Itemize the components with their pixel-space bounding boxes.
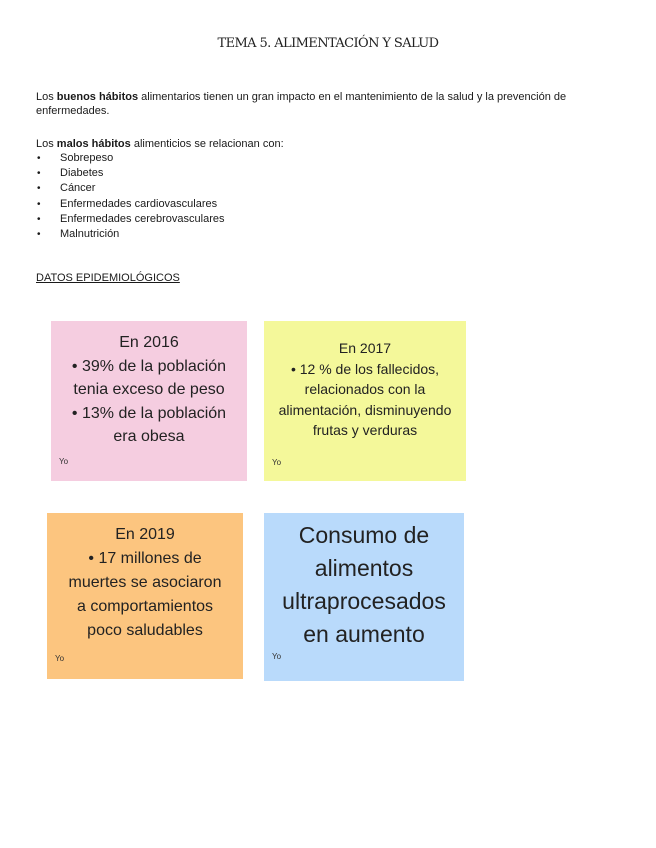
note-line: relacionados con la (304, 381, 426, 397)
note-line: era obesa (113, 428, 185, 445)
note-bullet-line: • 12 % de los fallecidos, (264, 359, 466, 380)
note-heading: En 2017 (338, 340, 392, 356)
bad-habits-bold: malos hábitos (56, 138, 131, 150)
note-line: poco saludables (87, 622, 203, 639)
note-author: Yo (272, 457, 282, 467)
intro-post: alimentarios tienen un gran impacto en el mantenimiento de la salud y la prevención de enfermedades. (36, 91, 567, 117)
note-line: alimentación, disminuyendo (278, 401, 452, 418)
note-line: frutas y verduras (312, 422, 418, 438)
page-title: TEMA 5. ALIMENTACIÓN Y SALUD (217, 36, 439, 51)
list-item: • Diabetes (36, 166, 224, 181)
list-item: • Cáncer (36, 181, 224, 196)
intro-pre: Los (36, 91, 57, 103)
list-item: • Enfermedades cardiovasculares (36, 197, 224, 212)
note-author: Yo (272, 652, 282, 661)
intro-paragraph (36, 90, 596, 118)
note-bullet-line: • 17 millones de (47, 547, 243, 571)
list-item: • Malnutrición (36, 227, 224, 242)
note-line: alimentos (314, 555, 414, 581)
bad-habits-pre: Los (36, 138, 57, 150)
sticky-note-2016 (51, 321, 247, 481)
list-item: • Enfermedades cerebrovasculares (36, 212, 224, 227)
note-line: muertes se asociaron (68, 574, 222, 591)
note-line: tenia exceso de peso (73, 381, 225, 398)
note-line: en aumento (303, 621, 425, 647)
note-line: Consumo de (298, 522, 430, 548)
section-title-epidemiology: DATOS EPIDEMIOLÓGICOS (36, 272, 180, 284)
note-line: ultraprocesados (282, 588, 446, 614)
sticky-note-ultraprocessed (264, 513, 464, 681)
note-bullet-line: • 13% de la población (51, 402, 247, 426)
sticky-note-2017 (264, 321, 466, 481)
intro-bold: buenos hábitos (56, 91, 139, 103)
sticky-note-2019 (47, 513, 243, 679)
note-heading: En 2016 (119, 334, 179, 351)
note-author: Yo (55, 654, 65, 663)
bad-habits-list (36, 151, 224, 242)
list-item: • Sobrepeso (36, 151, 224, 166)
bad-habits-post: alimenticios se relacionan con: (130, 138, 284, 150)
note-bullet-line: • 39% de la población (51, 355, 247, 379)
note-heading: En 2019 (115, 526, 175, 543)
note-line: a comportamientos (76, 598, 214, 615)
bad-habits-intro (36, 137, 596, 151)
note-author: Yo (59, 456, 69, 466)
